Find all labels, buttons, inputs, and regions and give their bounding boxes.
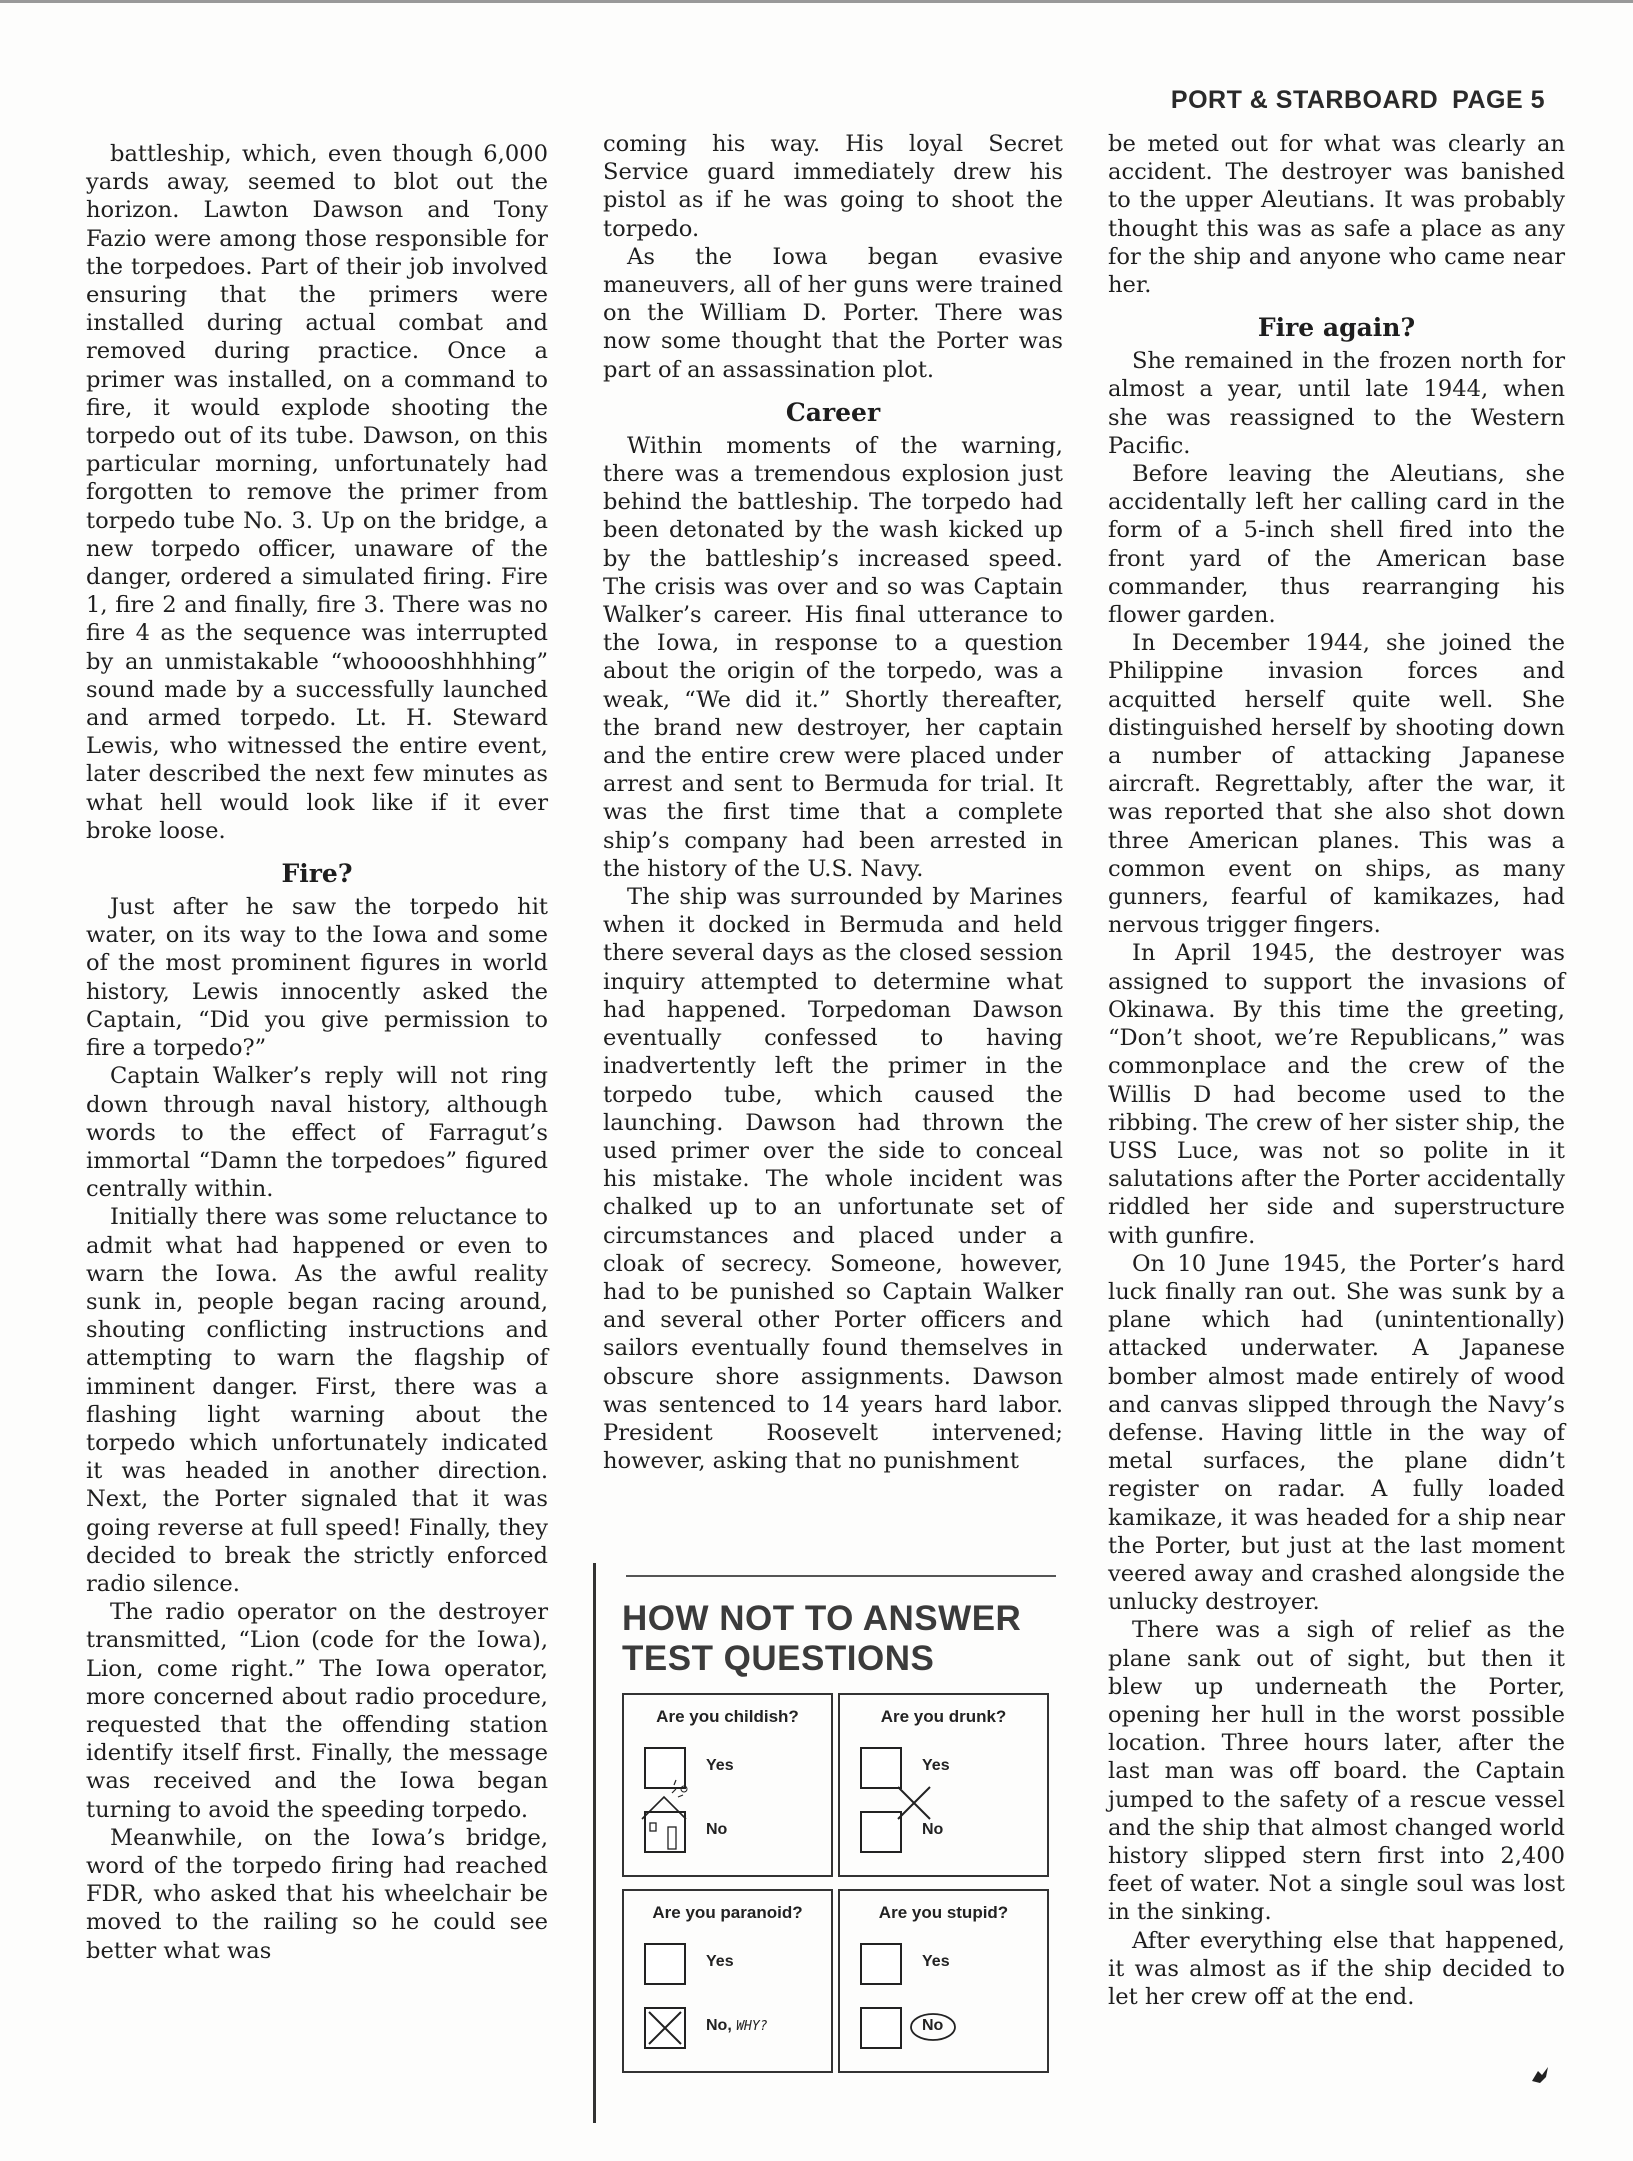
section-title: PORT & STARBOARD (1170, 86, 1439, 114)
article-paragraph: She remained in the frozen north for almost a year, until late 1944, when she was reassigned to the Western Pacific. (1108, 348, 1565, 459)
section-heading: Fire again? (1257, 313, 1416, 343)
article-paragraph: In December 1944, she joined the Philippine invasion forces and acquitted herself quite well. She distinguished herself by shooting down a number of attacking Japanese aircraft. Regrettably, after the war, it was reported that she also shot down three American planes. This was a common event on ships, as many gunners, fearful of kamikazes, had nervous trigger fingers. (1108, 630, 1565, 939)
yes-checkbox[interactable] (860, 1943, 902, 1985)
yes-label: Yes (706, 1953, 734, 1970)
no-label: No (706, 1821, 728, 1838)
article-paragraph: After everything else that happened, it was almost as if the ship decided to let her crew off at the end. (1108, 1927, 1565, 2010)
quiz-question: Are you drunk? (880, 1707, 1007, 1726)
quiz-drunk (838, 1693, 1049, 1877)
no-text: No, (706, 2017, 732, 2034)
cartoon-panel (593, 1563, 1066, 2123)
article-paragraph: The ship was surrounded by Marines when it docked in Bermuda and held there several days as the closed session inquiry attempted to determine what had happened. Torpedoman Dawson eventually confessed to having inadvertently left the primer in the torpedo tube, which caused the launching. Dawson had thrown the used primer over the side to conceal his mistake. The whole incident was chalked up to an unfortunate set of circumstances and placed under a cloak of secrecy. Someone, however, had to be punished so Captain Walker and several other Porter officers and sailors eventually found themselves in obscure shore assignments. Dawson was sentenced to 14 years hard labor. President Roosevelt intervened; however, asking that no punishment (603, 884, 1063, 1475)
article-paragraph: Captain Walker’s reply will not ring down through naval history, although words to the effect of Farragut’s immortal “Damn the torpedoes” figured centrally within. (86, 1063, 548, 1203)
article-paragraph: Initially there was some reluctance to admit what had happened or even to warn the Iowa. As the awful reality sunk in, people began racing around, shouting conflicting instructions and attempting to warn the flagship of imminent danger. First, there was a flashing light warning about the torpedo which unfortunately indicated it was headed in another direction. Next, the Porter signaled that it was going reverse at full speed! Finally, they decided to break the strictly enforced radio silence. (86, 1204, 548, 1597)
yes-checkbox[interactable] (644, 1943, 686, 1985)
quiz-option-no (644, 1811, 824, 1851)
quiz-option-yes (860, 1943, 1040, 1983)
section-heading: Career (785, 397, 881, 427)
article-paragraph: There was a sigh of relief as the plane sank out of sight, but then it blew up underneath the Porter, opening her hull in the worst possible location. Three hours later, after the last man was off board. the Captain jumped to the safety of a rescue vessel and the ship that almost changed world history slipped stern first into 2,400 feet of water. Not a single soul was lost in the sinking. (1108, 1617, 1565, 1926)
article-paragraph: Meanwhile, on the Iowa’s bridge, word of the torpedo firing had reached FDR, who asked that his wheelchair be moved to the railing so he could see better what was (86, 1824, 548, 1964)
cartoon-top-rule (626, 1575, 1056, 1577)
article-column-1 (86, 140, 548, 1965)
no-label: No (922, 2017, 944, 2034)
article-paragraph: On 10 June 1945, the Porter’s hard luck finally ran out. She was sunk by a plane which had (unintentionally) attacked underwater. A Japanese bomber almost made entirely of wood and canvas slipped through the Navy’s defense. Having little in the way of metal surfaces, the plane didn’t register on radar. A fully loaded kamikaze, it was headed for a ship near the Porter, but just at the last moment veered away and crashed alongside the unlucky destroyer. (1108, 1250, 1565, 1616)
cartoon-title-line-2: TEST QUESTIONS (622, 1639, 935, 1678)
article-paragraph: Before leaving the Aleutians, she accidentally left her calling card in the form of a 5-inch shell fired into the front yard of the American base commander, thus rearranging his flower garden. (1108, 461, 1565, 629)
article-paragraph: Within moments of the warning, there was a tremendous explosion just behind the battleship. The torpedo had been detonated by the wash kicked up by the battleship’s increased speed. The crisis was over and so was Captain Walker’s career. His final utterance to the Iowa, in response to a question about the origin of the torpedo, was a weak, “We did it.” Shortly thereafter, the brand new destroyer, her captain and the entire crew were placed under arrest and sent to Bermuda for trial. It was the first time that a complete ship’s company had been arrested in the history of the U.S. Navy. (603, 432, 1063, 882)
no-label: No (922, 1821, 944, 1838)
quiz-childish (622, 1693, 833, 1877)
end-of-article-mark-icon (1530, 2065, 1550, 2085)
quiz-paranoid (622, 1889, 833, 2073)
quiz-question: Are you childish? (656, 1707, 799, 1726)
quiz-option-yes (644, 1943, 824, 1983)
top-border-rule (0, 0, 1633, 3)
article-paragraph: Just after he saw the torpedo hit water, on its way to the Iowa and some of the most prominent figures in world history, Lewis innocently asked the Captain, “Did you give permission to fire a torpedo?” (86, 894, 548, 1062)
page-header (1171, 86, 1545, 115)
quiz-option-yes (644, 1747, 824, 1787)
yes-label: Yes (922, 1757, 950, 1774)
quiz-option-no (860, 2007, 1040, 2047)
article-paragraph: In April 1945, the destroyer was assigned to support the invasions of Okinawa. By this time the greeting, “Don’t shoot, we’re Republicans,” was commonplace and the crew of the Willis D had become used to the ribbing. The crew of her sister ship, the USS Luce, was not so polite in it salutations after the Porter accidentally riddled her side and superstructure with gunfire. (1108, 940, 1565, 1249)
page-number: PAGE 5 (1452, 86, 1545, 114)
section-heading: Fire? (281, 859, 353, 889)
yes-checkbox[interactable] (644, 1747, 686, 1789)
article-paragraph: be meted out for what was clearly an accident. The destroyer was banished to the upper Aleutians. It was probably thought this was as safe a place as any for the ship and anyone who came near her. (1108, 131, 1565, 299)
article-column-3 (1108, 130, 1565, 2011)
x-check-mark-icon (644, 2007, 686, 2049)
quiz-option-no (644, 2007, 824, 2047)
yes-checkbox[interactable] (860, 1747, 902, 1789)
quiz-question: Are you paranoid? (652, 1903, 803, 1922)
article-paragraph: As the Iowa began evasive maneuvers, all of her guns were trained on the William D. Porter. There was now some thought that the Porter was part of an assassination plot. (603, 243, 1063, 383)
quiz-question: Are you stupid? (878, 1903, 1009, 1922)
yes-label: Yes (922, 1953, 950, 1970)
no-label (706, 2017, 768, 2035)
article-paragraph: The radio operator on the destroyer transmitted, “Lion (code for the Iowa), Lion, come right.” The Iowa operator, more concerned about radio procedure, requested that the offending station identify itself first. Finally, the message was received and the Iowa began turning to avoid the speeding torpedo. (86, 1599, 548, 1823)
yes-label: Yes (706, 1757, 734, 1774)
cartoon-title-line-1: HOW NOT TO ANSWER (622, 1599, 1022, 1638)
article-paragraph: coming his way. His loyal Secret Service guard immediately drew his pistol as if he was going to shoot the torpedo. (603, 131, 1063, 242)
quiz-option-yes (860, 1747, 1040, 1787)
house-doodle-icon (644, 1811, 704, 1871)
circled-answer-icon (860, 2007, 920, 2047)
stray-x-mark-icon (860, 1811, 920, 1871)
quiz-stupid (838, 1889, 1049, 2073)
cartoon-title (622, 1599, 1052, 1679)
quiz-option-no (860, 1811, 1040, 1851)
article-column-2 (603, 130, 1063, 1475)
article-paragraph: battleship, which, even though 6,000 yards away, seemed to blot out the horizon. Lawton Dawson and Tony Fazio were among those responsible for the torpedoes. Part of their job involved ensuring that the primers were installed during actual combat and removed during practice. Once a primer was installed, on a command to fire, it would explode shooting the torpedo out of its tube. Dawson, on this particular morning, unfortunately had forgotten to remove the primer from torpedo tube No. 3. Up on the bridge, a new torpedo officer, unaware of the danger, ordered a simulated firing. Fire 1, fire 2 and finally, fire 3. There was no fire 4 as the sequence was interrupted by an unmistakable “whooooshhhhing” sound made by a successfully launched and armed torpedo. Lt. H. Steward Lewis, who witnessed the entire event, later described the next few minutes as what hell would look like if it ever broke loose. (86, 141, 548, 844)
handwritten-why-note: WHY? (736, 2019, 768, 2034)
